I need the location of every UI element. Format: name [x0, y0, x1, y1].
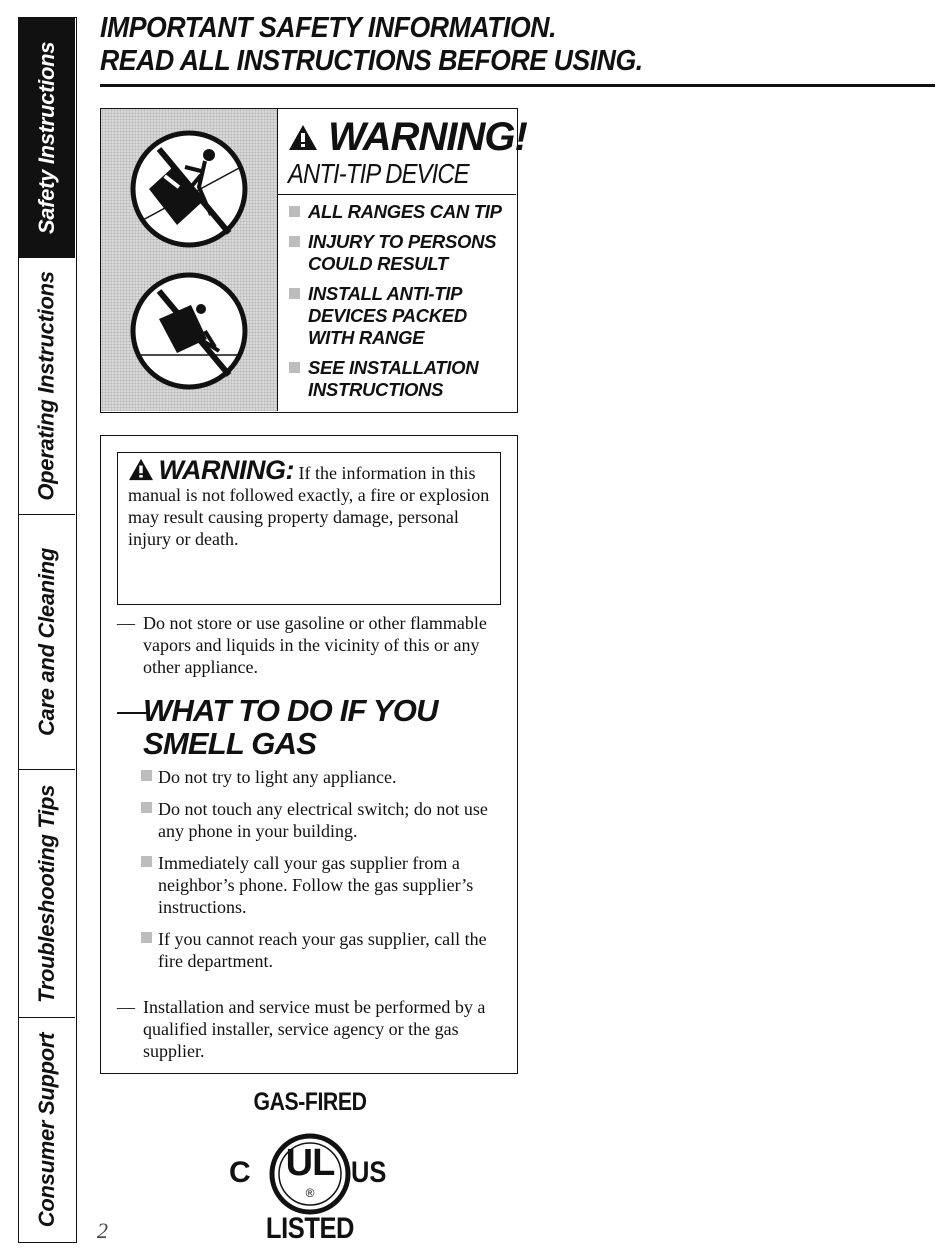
- square-bullet-icon: [289, 206, 300, 217]
- anti-tip-warning-box: [100, 108, 527, 413]
- list-item: Do not touch any electrical switch; do not use any phone in your building.: [141, 798, 516, 842]
- list-item: Do not try to light any appliance.: [141, 766, 516, 788]
- install-note: — Installation and service must be performed by a qualified installer, service agency or the gas supplier.: [117, 997, 486, 1061]
- warning-text: If the information in this manual is not followed exactly, a fire or explosion may result causing property damage, personal injury or death.: [128, 463, 490, 549]
- warning-triangle-icon: [288, 123, 318, 151]
- square-bullet-icon: [141, 770, 152, 781]
- list-item: INJURY TO PERSONS COULD RESULT: [289, 231, 514, 275]
- side-tab-consumer-support[interactable]: Consumer Support: [34, 1032, 59, 1227]
- explosion-warning: [117, 452, 501, 605]
- side-tab-care-and-cleaning[interactable]: Care and Cleaning: [19, 515, 75, 770]
- square-bullet-icon: [141, 802, 152, 813]
- list-item: Immediately call your gas supplier from a neighbor’s phone. Follow the gas supplier’s instructions.: [141, 852, 516, 918]
- ul-listed-mark: [225, 1088, 395, 1248]
- warning-label: WARNING:: [158, 455, 294, 485]
- list-item: If you cannot reach your gas supplier, call the fire department.: [141, 928, 516, 972]
- anti-tip-list: [289, 201, 514, 409]
- anti-tip-title: [278, 109, 527, 195]
- store-note: — Do not store or use gasoline or other flammable vapors and liquids in the vicinity of this or any other appliance.: [117, 613, 487, 677]
- anti-tip-subtitle: ANTI-TIP DEVICE: [288, 158, 469, 189]
- ul-right-text: US: [351, 1156, 387, 1189]
- square-bullet-icon: [289, 288, 300, 299]
- list-item: INSTALL ANTI-TIP DEVICES PACKED WITH RANGE: [289, 283, 514, 349]
- page-header: [100, 12, 935, 87]
- square-bullet-icon: [289, 362, 300, 373]
- ul-registered-mark: ®: [305, 1186, 315, 1200]
- header-line-1: IMPORTANT SAFETY INFORMATION.: [100, 12, 557, 44]
- square-bullet-icon: [289, 236, 300, 247]
- ul-top-text: GAS-FIRED: [253, 1088, 367, 1116]
- gas-warning-box: [100, 435, 518, 1074]
- side-tab-operating-instructions[interactable]: Operating Instructions: [19, 258, 75, 515]
- side-tab-troubleshooting-tips[interactable]: Troubleshooting Tips: [19, 770, 75, 1018]
- smell-gas-heading: —WHAT TO DO IF YOU SMELL GAS: [117, 693, 438, 761]
- square-bullet-icon: [141, 856, 152, 867]
- list-item: SEE INSTALLATION INSTRUCTIONS: [289, 357, 514, 401]
- warning-heading: WARNING!: [288, 115, 516, 159]
- header-line-2: READ ALL INSTRUCTIONS BEFORE USING.: [100, 45, 643, 77]
- page-number: 2: [97, 1218, 108, 1243]
- smell-gas-list: [141, 766, 516, 982]
- side-tab-safety-instructions[interactable]: Safety Instructions: [19, 18, 75, 258]
- side-tab-bar: [18, 17, 77, 1243]
- ul-logo-text: UL: [285, 1142, 335, 1184]
- tipping-range-icon: [101, 109, 278, 411]
- ul-left-text: C: [229, 1156, 251, 1189]
- warning-triangle-icon: [128, 457, 154, 481]
- list-item: ALL RANGES CAN TIP: [289, 201, 514, 223]
- anti-tip-illustration: [101, 109, 278, 411]
- square-bullet-icon: [141, 932, 152, 943]
- ul-bottom-text: LISTED: [265, 1212, 355, 1245]
